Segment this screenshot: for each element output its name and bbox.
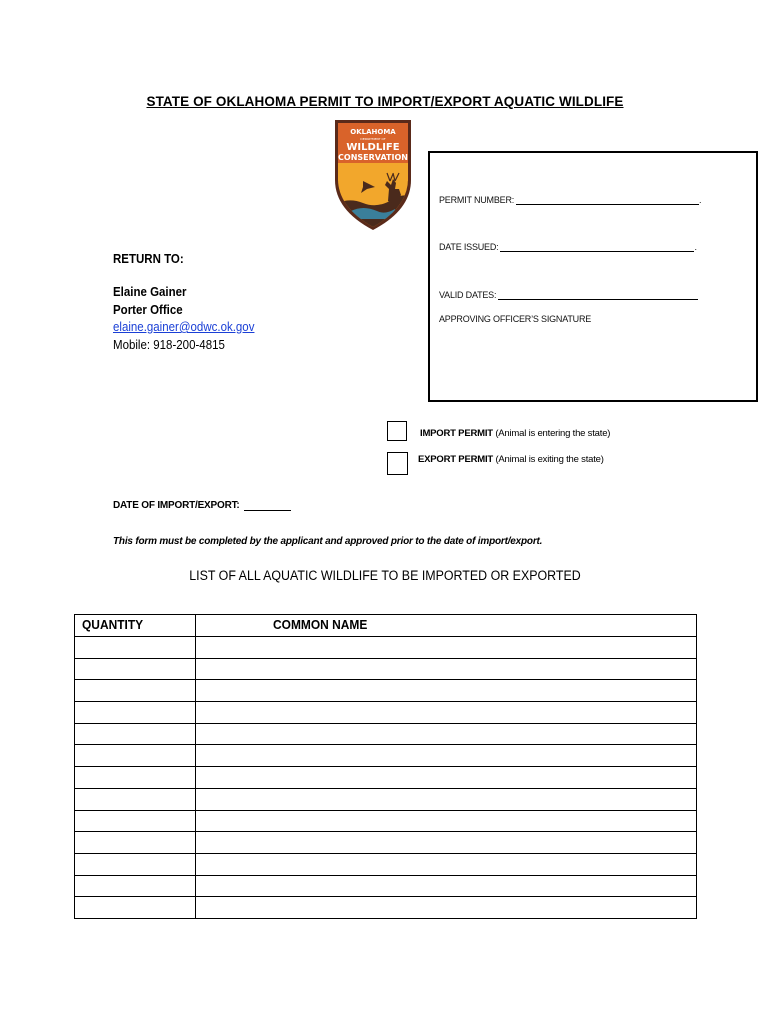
form-title: STATE OF OKLAHOMA PERMIT TO IMPORT/EXPORT AQUATIC WILDLIFE xyxy=(146,94,624,109)
table-row xyxy=(75,637,697,659)
table-row xyxy=(75,832,697,854)
common-name-cell[interactable] xyxy=(196,853,697,875)
logo-text-conservation: CONSERVATION xyxy=(338,153,408,162)
table-row xyxy=(75,853,697,875)
date-issued-input[interactable] xyxy=(500,242,697,252)
valid-dates-field xyxy=(439,290,698,300)
permit-number-label: PERMIT NUMBER: xyxy=(439,195,515,205)
logo-text-department: DEPARTMENT OF xyxy=(360,137,386,141)
table-row xyxy=(75,702,697,724)
common-name-cell[interactable] xyxy=(196,767,697,789)
table-row xyxy=(75,723,697,745)
quantity-cell[interactable] xyxy=(75,853,196,875)
export-permit-title: EXPORT PERMIT xyxy=(418,454,493,465)
quantity-cell[interactable] xyxy=(75,875,196,897)
column-header-common-name: COMMON NAME xyxy=(196,615,697,637)
export-permit-checkbox[interactable] xyxy=(387,452,408,475)
table-row xyxy=(75,745,697,767)
date-of-import-export-label: DATE OF IMPORT/EXPORT: xyxy=(113,500,240,511)
quantity-cell[interactable] xyxy=(75,702,196,724)
valid-dates-input[interactable] xyxy=(498,290,698,300)
approving-officer-signature[interactable]: APPROVING OFFICER’S SIGNATURE xyxy=(439,314,592,324)
column-header-quantity: QUANTITY xyxy=(75,615,196,637)
table-row xyxy=(75,788,697,810)
common-name-cell[interactable] xyxy=(196,680,697,702)
table-row xyxy=(75,897,697,919)
export-permit-description: (Animal is exiting the state) xyxy=(495,454,604,465)
quantity-cell[interactable] xyxy=(75,745,196,767)
valid-dates-label: VALID DATES: xyxy=(439,290,497,300)
quantity-cell[interactable] xyxy=(75,788,196,810)
date-issued-label: DATE ISSUED: xyxy=(439,242,499,252)
common-name-cell[interactable] xyxy=(196,832,697,854)
permit-number-dot: . xyxy=(699,195,702,205)
date-of-import-export-input[interactable] xyxy=(244,501,291,511)
return-to-label: RETURN TO: xyxy=(113,252,184,266)
common-name-cell[interactable] xyxy=(196,745,697,767)
quantity-cell[interactable] xyxy=(75,723,196,745)
import-permit-label xyxy=(420,428,610,439)
date-issued-field xyxy=(439,242,697,252)
import-permit-checkbox[interactable] xyxy=(387,421,407,441)
logo-text-wildlife: WILDLIFE xyxy=(346,142,400,153)
quantity-cell[interactable] xyxy=(75,658,196,680)
export-permit-label xyxy=(418,454,604,465)
permit-info-box xyxy=(428,151,758,402)
table-header-row xyxy=(75,615,697,637)
quantity-cell[interactable] xyxy=(75,680,196,702)
wildlife-list-title: LIST OF ALL AQUATIC WILDLIFE TO BE IMPORTED OR EXPORTED xyxy=(189,568,581,583)
table-row xyxy=(75,767,697,789)
quantity-cell[interactable] xyxy=(75,832,196,854)
quantity-cell[interactable] xyxy=(75,897,196,919)
table-row xyxy=(75,680,697,702)
odwc-logo xyxy=(333,119,413,231)
contact-name: Elaine Gainer xyxy=(113,285,187,299)
common-name-cell[interactable] xyxy=(196,723,697,745)
wildlife-table xyxy=(74,614,697,919)
import-permit-description: (Animal is entering the state) xyxy=(495,428,611,439)
quantity-cell[interactable] xyxy=(75,767,196,789)
common-name-cell[interactable] xyxy=(196,658,697,680)
logo-text-oklahoma: OKLAHOMA xyxy=(350,128,396,136)
import-permit-title: IMPORT PERMIT xyxy=(420,428,493,439)
contact-mobile: Mobile: 918-200-4815 xyxy=(113,338,225,352)
quantity-cell[interactable] xyxy=(75,810,196,832)
common-name-cell[interactable] xyxy=(196,810,697,832)
quantity-cell[interactable] xyxy=(75,637,196,659)
date-issued-dot: . xyxy=(694,242,697,252)
permit-number-input[interactable] xyxy=(516,195,702,205)
contact-email-link[interactable]: elaine.gainer@odwc.ok.gov xyxy=(113,320,255,334)
table-row xyxy=(75,810,697,832)
table-row xyxy=(75,875,697,897)
date-of-import-export-field xyxy=(113,500,291,511)
contact-office: Porter Office xyxy=(113,303,183,317)
instruction-note: This form must be completed by the applicant and approved prior to the date of import/export. xyxy=(113,536,543,547)
common-name-cell[interactable] xyxy=(196,702,697,724)
permit-number-field xyxy=(439,195,701,205)
common-name-cell[interactable] xyxy=(196,897,697,919)
common-name-cell[interactable] xyxy=(196,637,697,659)
table-row xyxy=(75,658,697,680)
common-name-cell[interactable] xyxy=(196,875,697,897)
common-name-cell[interactable] xyxy=(196,788,697,810)
